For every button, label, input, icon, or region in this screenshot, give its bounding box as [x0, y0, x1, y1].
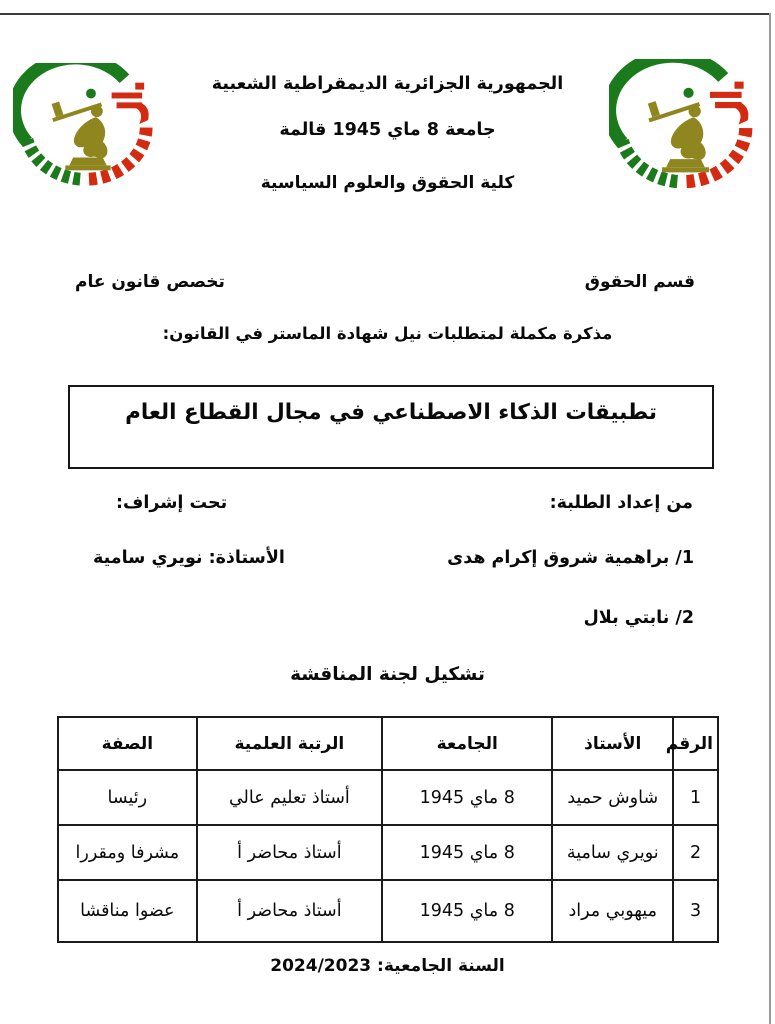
university-line: جامعة 8 ماي 1945 قالمة	[279, 120, 496, 140]
cell-university: 8 ماي 1945	[382, 880, 552, 942]
header-role: الصفة	[58, 717, 197, 770]
cell-university: 8 ماي 1945	[382, 770, 552, 825]
scan-edge-top	[0, 13, 771, 15]
header-number: الرقم	[673, 717, 718, 770]
prepared-by-label: من إعداد الطلبة:	[549, 493, 693, 513]
cell-role: عضوا مناقشا	[58, 880, 197, 942]
supervision-label: تحت إشراف:	[116, 493, 228, 513]
memo-line: مذكرة مكملة لمتطلبات نيل شهادة الماستر في القانون:	[162, 324, 613, 343]
cell-role: رئيسا	[58, 770, 197, 825]
cell-number: 1	[673, 770, 718, 825]
table-row	[58, 880, 718, 942]
header-rank: الرتبة العلمية	[197, 717, 382, 770]
scan-edge-right	[769, 13, 771, 1024]
cell-professor: شاوش حميد	[552, 770, 673, 825]
table-row	[58, 770, 718, 825]
committee-title: تشكيل لجنة المناقشة	[290, 664, 485, 685]
thesis-title: تطبيقات الذكاء الاصطناعي في مجال القطاع العام	[125, 400, 657, 425]
thesis-title-box	[68, 385, 714, 469]
committee-table	[57, 716, 719, 943]
header-university: الجامعة	[382, 717, 552, 770]
table-header-row	[58, 717, 718, 770]
cell-role: مشرفا ومقررا	[58, 825, 197, 880]
header-professor: الأستاذ	[552, 717, 673, 770]
committee-table-wrap	[57, 716, 719, 943]
faculty-line: كلية الحقوق والعلوم السياسية	[260, 173, 515, 193]
cell-number: 3	[673, 880, 718, 942]
republic-line: الجمهورية الجزائرية الديمقراطية الشعبية	[211, 74, 564, 94]
table-row	[58, 825, 718, 880]
student-name-1: 1/ براهمية شروق إكرام هدى	[447, 548, 694, 568]
cell-rank: أستاذ محاضر أ	[197, 825, 382, 880]
cell-number: 2	[673, 825, 718, 880]
student-name-2: 2/ نابتي بلال	[583, 608, 694, 628]
cell-professor: نويري سامية	[552, 825, 673, 880]
academic-year-footer: السنة الجامعية: 2024/2023	[270, 956, 505, 976]
supervisor-name: الأستاذة: نويري سامية	[93, 548, 285, 568]
specialty-label: تخصص قانون عام	[75, 272, 225, 292]
cell-rank: أستاذ محاضر أ	[197, 880, 382, 942]
cell-university: 8 ماي 1945	[382, 825, 552, 880]
cell-rank: أستاذ تعليم عالي	[197, 770, 382, 825]
cell-professor: ميهوبي مراد	[552, 880, 673, 942]
department-label: قسم الحقوق	[584, 272, 695, 292]
